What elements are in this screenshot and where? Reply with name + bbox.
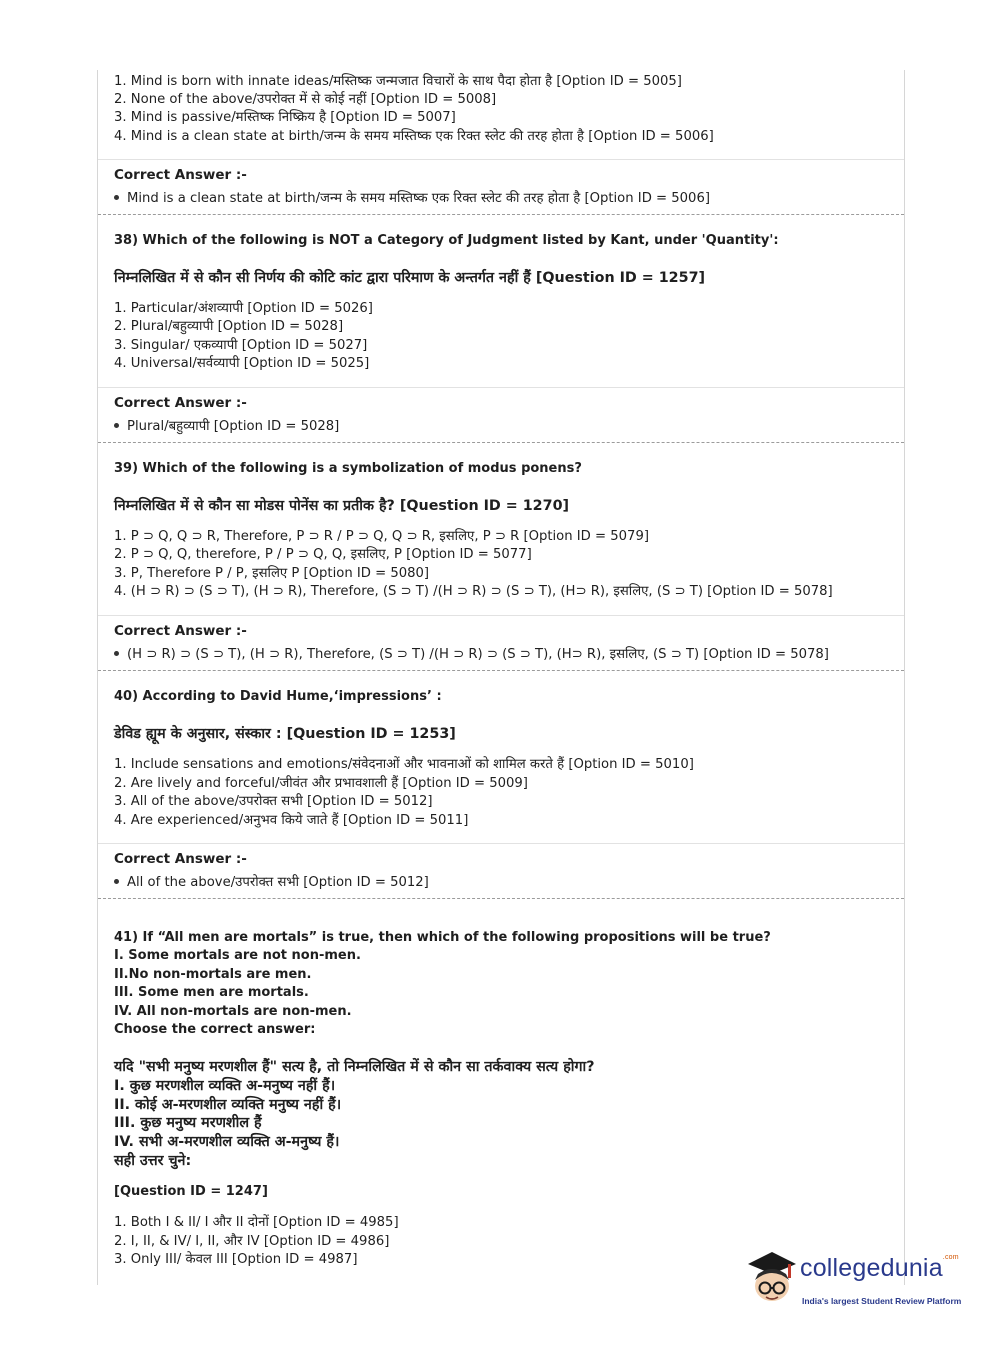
- q41-question-id: [Question ID = 1247]: [114, 1184, 268, 1199]
- logo-tagline: India's largest Student Review Platform: [802, 1296, 962, 1306]
- q38-title: 38) Which of the following is NOT a Category of Judgment listed by Kant, under 'Quantity':: [114, 233, 779, 248]
- q40-option-4: 4. Are experienced/अनुभव किये जाते हैं [Option ID = 5011]: [114, 813, 469, 828]
- q40-title: 40) According to David Hume,‘impressions’ :: [114, 689, 442, 704]
- q40-option-2: 2. Are lively and forceful/जीवंत और प्रभावशाली हैं [Option ID = 5009]: [114, 776, 528, 791]
- divider: [98, 615, 904, 616]
- q39-title-hindi: निम्नलिखित में से कौन सा मोडस पोनेंस का प्रतीक है? [Question ID = 1270]: [114, 498, 570, 514]
- q41-statement-2: II.No non-mortals are men.: [114, 967, 312, 982]
- q40-title-hindi: डेविड ह्यूम के अनुसार, संस्कार : [Question ID = 1253]: [114, 726, 456, 742]
- q41-option-3: 3. Only III/ केवल III [Option ID = 4987]: [114, 1252, 358, 1267]
- q41-instruction-hindi: सही उत्तर चुने:: [114, 1153, 192, 1169]
- q41-statement-4: IV. All non-mortals are non-men.: [114, 1004, 352, 1019]
- q41-title: 41) If “All men are mortals” is true, then which of the following propositions will be true?: [114, 930, 771, 945]
- q39-option-1: 1. P ⊃ Q, Q ⊃ R, Therefore, P ⊃ R / P ⊃ Q, Q ⊃ R, इसलिए, P ⊃ R [Option ID = 5079]: [114, 529, 649, 544]
- q38-option-3: 3. Singular/ एकव्यापी [Option ID = 5027]: [114, 338, 368, 353]
- q38-correct-answer: Plural/बहुव्यापी [Option ID = 5028]: [114, 416, 339, 434]
- q38-title-hindi: निम्नलिखित में से कौन सी निर्णय की कोटि कांट द्वारा परिमाण के अन्तर्गत नहीं हैं [Question ID = 1257]: [114, 270, 706, 286]
- q38-option-2: 2. Plural/बहुव्यापी [Option ID = 5028]: [114, 319, 344, 334]
- q39-title: 39) Which of the following is a symbolization of modus ponens?: [114, 461, 582, 476]
- question-divider: [98, 214, 904, 215]
- q38-correct-label: Correct Answer :-: [114, 395, 247, 411]
- q39-correct-label: Correct Answer :-: [114, 623, 247, 639]
- logo-wordmark: collegedunia$^{.com}$: [800, 1254, 959, 1282]
- q41-option-1: 1. Both I & II/ I और II दोनों [Option ID = 4985]: [114, 1215, 399, 1230]
- q37-option-4: 4. Mind is a clean state at birth/जन्म के समय मस्तिष्क एक रिक्त स्लेट की तरह होता है [Option ID = 5006]: [114, 129, 714, 144]
- q41-statement-hindi-4: IV. सभी अ-मरणशील व्यक्ति अ-मनुष्य हैं।: [114, 1134, 340, 1150]
- q41-statement-3: III. Some men are mortals.: [114, 985, 309, 1000]
- q41-title-hindi: यदि "सभी मनुष्य मरणशील हैं" सत्य है, तो निम्नलिखित में से कौन सा तर्कवाक्य सत्य होगा?: [114, 1059, 595, 1075]
- q41-instruction: Choose the correct answer:: [114, 1022, 316, 1037]
- q37-option-1: 1. Mind is born with innate ideas/मस्तिष्क जन्मजात विचारों के साथ पैदा होता है [Option ID = 5005]: [114, 74, 682, 89]
- question-paper-page: [97, 70, 905, 1285]
- q37-correct-answer: Mind is a clean state at birth/जन्म के समय मस्तिष्क एक रिक्त स्लेट की तरह होता है [Option ID = 5006]: [114, 188, 710, 206]
- question-divider: [98, 898, 904, 899]
- q41-statement-1: I. Some mortals are not non-men.: [114, 948, 361, 963]
- q39-option-2: 2. P ⊃ Q, Q, therefore, P / P ⊃ Q, Q, इसलिए, P [Option ID = 5077]: [114, 547, 532, 562]
- q38-option-4: 4. Universal/सर्वव्यापी [Option ID = 5025]: [114, 356, 370, 371]
- divider: [98, 843, 904, 844]
- q41-statement-hindi-2: II. कोई अ-मरणशील व्यक्ति मनुष्य नहीं हैं।: [114, 1097, 342, 1113]
- q40-option-3: 3. All of the above/उपरोक्त सभी [Option ID = 5012]: [114, 794, 433, 809]
- student-mascot-icon: [742, 1248, 802, 1308]
- q37-option-2: 2. None of the above/उपरोक्त में से कोई नहीं [Option ID = 5008]: [114, 92, 497, 107]
- q41-statement-hindi-3: III. कुछ मनुष्य मरणशील हैं: [114, 1115, 262, 1131]
- q37-correct-label: Correct Answer :-: [114, 167, 247, 183]
- question-divider: [98, 442, 904, 443]
- q39-option-4: 4. (H ⊃ R) ⊃ (S ⊃ T), (H ⊃ R), Therefore, (S ⊃ T) /(H ⊃ R) ⊃ (S ⊃ T), (H⊃ R), इसलिए, (S ⊃ T) [Option ID = 5078]: [114, 584, 833, 599]
- q39-correct-answer: (H ⊃ R) ⊃ (S ⊃ T), (H ⊃ R), Therefore, (S ⊃ T) /(H ⊃ R) ⊃ (S ⊃ T), (H⊃ R), इसलिए, (S ⊃ T) [Option ID = 5078]: [114, 644, 829, 662]
- q38-option-1: 1. Particular/अंशव्यापी [Option ID = 5026]: [114, 301, 373, 316]
- question-divider: [98, 670, 904, 671]
- q41-option-2: 2. I, II, & IV/ I, II, और IV [Option ID = 4986]: [114, 1234, 390, 1249]
- q41-statement-hindi-1: I. कुछ मरणशील व्यक्ति अ-मनुष्य नहीं हैं।: [114, 1078, 336, 1094]
- q40-correct-answer: All of the above/उपरोक्त सभी [Option ID = 5012]: [114, 872, 429, 890]
- q40-correct-label: Correct Answer :-: [114, 851, 247, 867]
- divider: [98, 159, 904, 160]
- q40-option-1: 1. Include sensations and emotions/संवेदनाओं और भावनाओं को शामिल करते हैं [Option ID = 5010]: [114, 757, 694, 772]
- divider: [98, 387, 904, 388]
- q39-option-3: 3. P, Therefore P / P, इसलिए P [Option ID = 5080]: [114, 566, 430, 581]
- q37-option-3: 3. Mind is passive/मस्तिष्क निष्क्रिय है [Option ID = 5007]: [114, 110, 456, 125]
- collegedunia-logo: [742, 1248, 972, 1312]
